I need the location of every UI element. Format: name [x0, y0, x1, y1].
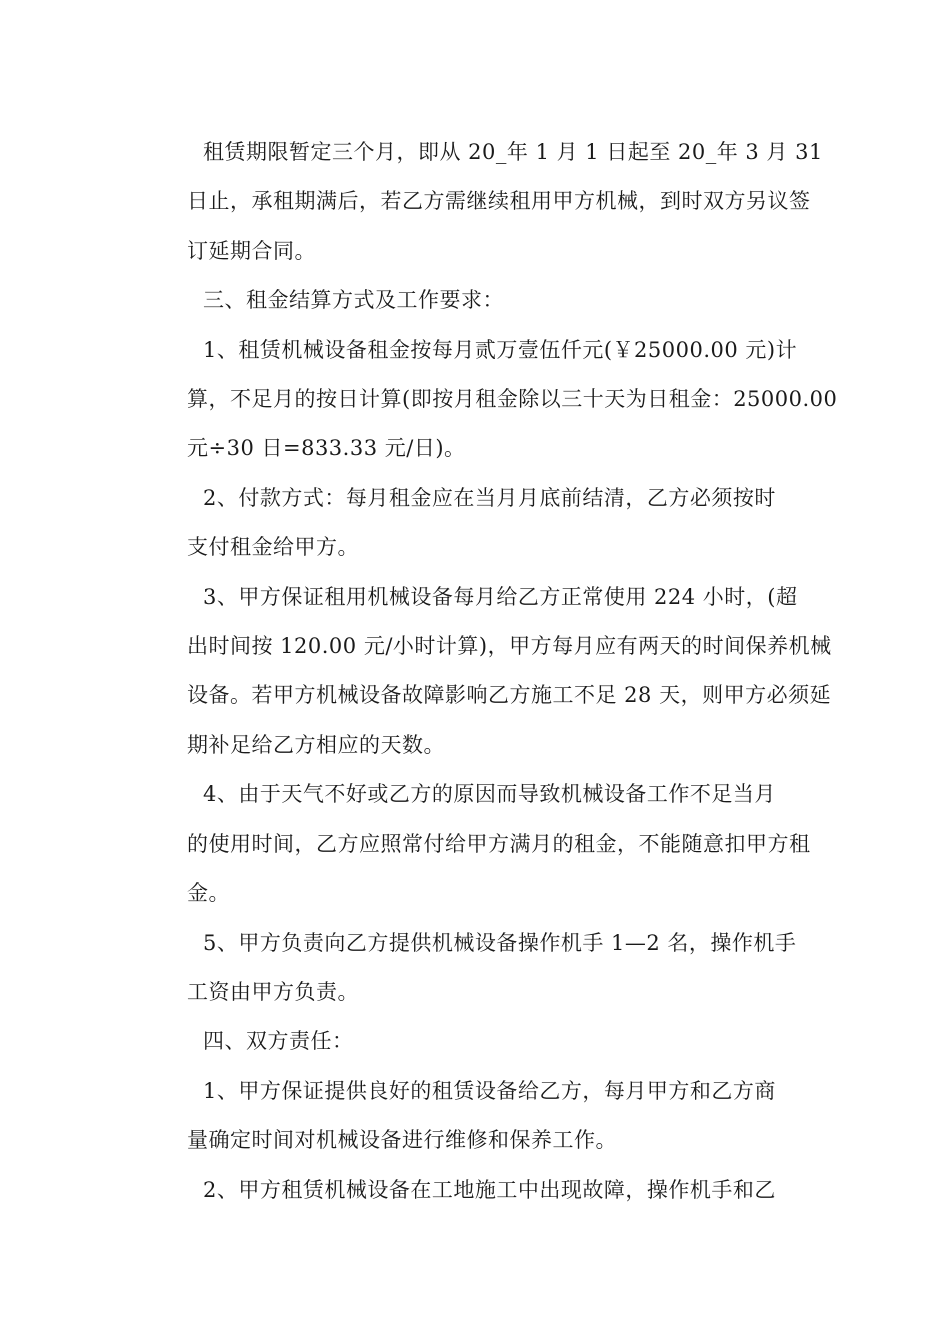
text-line: 支付租金给甲方。 [187, 535, 359, 560]
text-line: 算，不足月的按日计算(即按月租金除以三十天为日租金：25000.00 [187, 387, 838, 412]
section-heading-rent-settlement [145, 276, 810, 325]
paragraph-payment-method [145, 474, 810, 573]
section-heading-responsibilities [145, 1017, 810, 1066]
paragraph-usage-hours [145, 573, 832, 771]
text-line: 量确定时间对机械设备进行维修和保养工作。 [187, 1128, 617, 1153]
text-line: 租赁期限暂定三个月，即从 20_年 1 月 1 日起至 20_年 3 月 31 [203, 140, 823, 164]
paragraph-operators [145, 919, 810, 1018]
text-line: 金。 [187, 881, 230, 906]
text-line: 2、甲方租赁机械设备在工地施工中出现故障，操作机手和乙 [203, 1177, 776, 1202]
text-line: 设备。若甲方机械设备故障影响乙方施工不足 28 天，则甲方必须延 [187, 683, 832, 708]
text-line: 5、甲方负责向乙方提供机械设备操作机手 1—2 名，操作机手 [203, 930, 797, 955]
text-line: 1、租赁机械设备租金按每月贰万壹伍仟元(￥25000.00 元)计 [203, 337, 798, 362]
text-line: 出时间按 120.00 元/小时计算)，甲方每月应有两天的时间保养机械 [187, 634, 832, 659]
paragraph-weather-clause [145, 770, 810, 918]
text-line: 1、甲方保证提供良好的租赁设备给乙方，每月甲方和乙方商 [203, 1078, 776, 1103]
text-line: 2、付款方式：每月租金应在当月月底前结清，乙方必须按时 [203, 485, 776, 510]
text-line: 4、由于天气不好或乙方的原因而导致机械设备工作不足当月 [203, 782, 776, 807]
paragraph-rent-amount [145, 326, 838, 474]
text-line: 四、双方责任： [203, 1029, 354, 1054]
document-body [145, 128, 838, 1215]
text-line: 3、甲方保证租用机械设备每月给乙方正常使用 224 小时，(超 [203, 584, 798, 609]
text-line: 工资由甲方负责。 [187, 979, 359, 1004]
text-line: 三、租金结算方式及工作要求： [203, 288, 504, 313]
text-line: 订延期合同。 [187, 238, 316, 263]
text-line: 期补足给乙方相应的天数。 [187, 732, 445, 757]
paragraph-maintenance [145, 1067, 810, 1166]
paragraph-equipment-failure [145, 1166, 810, 1215]
paragraph-lease-term [145, 128, 823, 276]
text-line: 日止，承租期满后，若乙方需继续租用甲方机械，到时双方另议签 [187, 189, 811, 214]
text-line: 元÷30 日=833.33 元/日)。 [187, 436, 466, 461]
text-line: 的使用时间，乙方应照常付给甲方满月的租金，不能随意扣甲方租 [187, 831, 811, 856]
